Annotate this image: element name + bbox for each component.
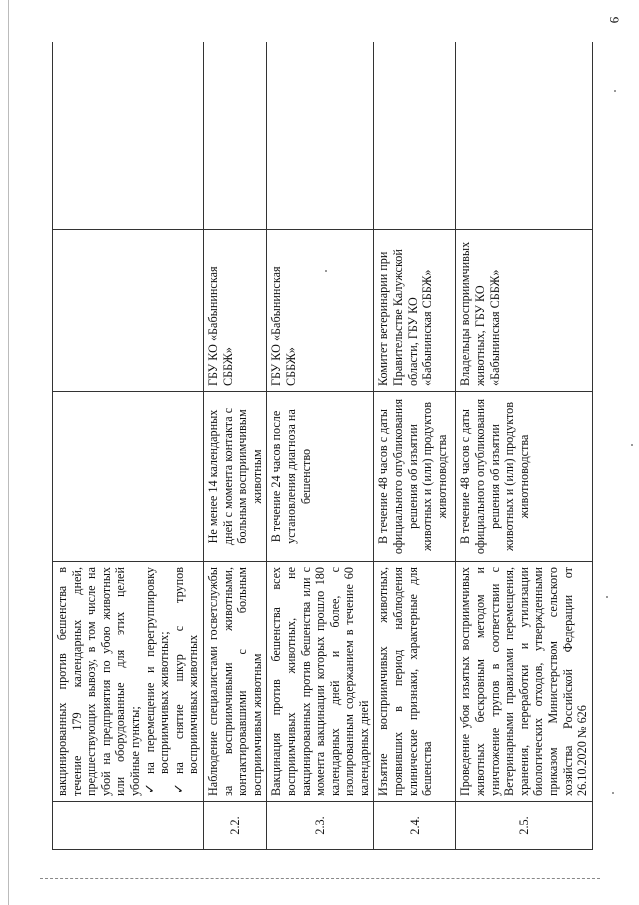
landscape-content: [52, 42, 600, 850]
row-number-cell: 2.2.: [203, 802, 266, 850]
page-number: 9: [607, 16, 622, 24]
responsible-cell: [53, 230, 204, 392]
table-row: [267, 42, 374, 850]
extra-cell: [374, 42, 456, 230]
extra-cell: [203, 42, 266, 230]
checkmark-icon: ✓: [141, 783, 157, 794]
scan-edge-line: [8, 0, 9, 905]
checklist-item: ✓ на перемещение и перегруппировку восприимчивых животных;: [141, 567, 172, 794]
measures-table: [52, 42, 593, 850]
scan-speck: [631, 444, 633, 446]
table-row-continuation: [53, 42, 204, 850]
term-cell: В течение 48 часов с даты официального опубликования решения об изъятии животных и (или) продуктов животноводства: [374, 392, 456, 562]
action-cell: Изъятие восприимчивых животных, проявивших в период наблюдения клинические признаки, характерные для бешенства: [374, 562, 456, 802]
table-row: [456, 42, 592, 850]
action-cell: Вакцинация против бешенства всех восприимчивых животных, не вакцинированных против бешенства или с момента вакцинации которых прошло 180 календарных дней и более, с изолированным содержанием в течение 60 календарных дней: [267, 562, 374, 802]
action-cell: [53, 562, 204, 802]
extra-cell: [456, 42, 592, 230]
action-text: вакцинированных против бешенства в течение 179 календарных дней, предшествующих вывозу, в том числе на убой на предприятия по убою животных или оборудованные для этих целей убойные пункты;: [55, 567, 142, 796]
checklist-item: ✓ на снятие шкур с трупов восприимчивых животных: [170, 567, 201, 794]
term-cell: В течение 24 часов после установления диагноза на бешенство: [267, 392, 374, 562]
row-number-cell: 2.5.: [456, 802, 592, 850]
scan-edge-dashes: [40, 878, 600, 879]
table-row: [374, 42, 456, 850]
responsible-cell: ГБУ КО «Бабынинская СББЖ»: [267, 230, 374, 392]
term-cell: Не менее 14 календарных дней с момента контакта с больным восприимчивым животным: [203, 392, 266, 562]
extra-cell: [53, 42, 204, 230]
row-number-cell: 2.4.: [374, 802, 456, 850]
scan-speck: [325, 270, 327, 272]
term-cell: [53, 392, 204, 562]
responsible-cell: Комитет ветеринарии при Правительстве Калужской области, ГБУ КО «Бабынинская СББЖ»: [374, 230, 456, 392]
responsible-cell: ГБУ КО «Бабынинская СББЖ»: [203, 230, 266, 392]
scan-speck: [612, 792, 614, 794]
responsible-cell: Владельцы восприимчивых животных, ГБУ КО «Бабынинская СББЖ»: [456, 230, 592, 392]
action-cell: Проведение убоя изъятых восприимчивых животных бескровным методом и уничтожение трупов в соответствии с Ветеринарными правилами перемещения, хранения, переработки и утилизации биологических отходов, утвержденными приказом Министерством сельского хозяйства Российской Федерации от 26.10.2020 № 626: [456, 562, 592, 802]
term-cell: В течение 48 часов с даты официального опубликования решения об изъятии животных и (или) продуктов животноводства: [456, 392, 592, 562]
row-number-cell: [53, 802, 204, 850]
checkmark-icon: ✓: [170, 783, 186, 794]
scan-speck: [606, 596, 608, 598]
rotated-page-area: [52, 42, 600, 850]
table-row: [203, 42, 266, 850]
row-number-cell: 2.3.: [267, 802, 374, 850]
checklist: [143, 567, 201, 796]
extra-cell: [267, 42, 374, 230]
scan-speck: [614, 90, 616, 92]
action-cell: Наблюдение специалистами госветслужбы за восприимчивыми животными, контактировавшими с больным восприимчивым животным: [203, 562, 266, 802]
